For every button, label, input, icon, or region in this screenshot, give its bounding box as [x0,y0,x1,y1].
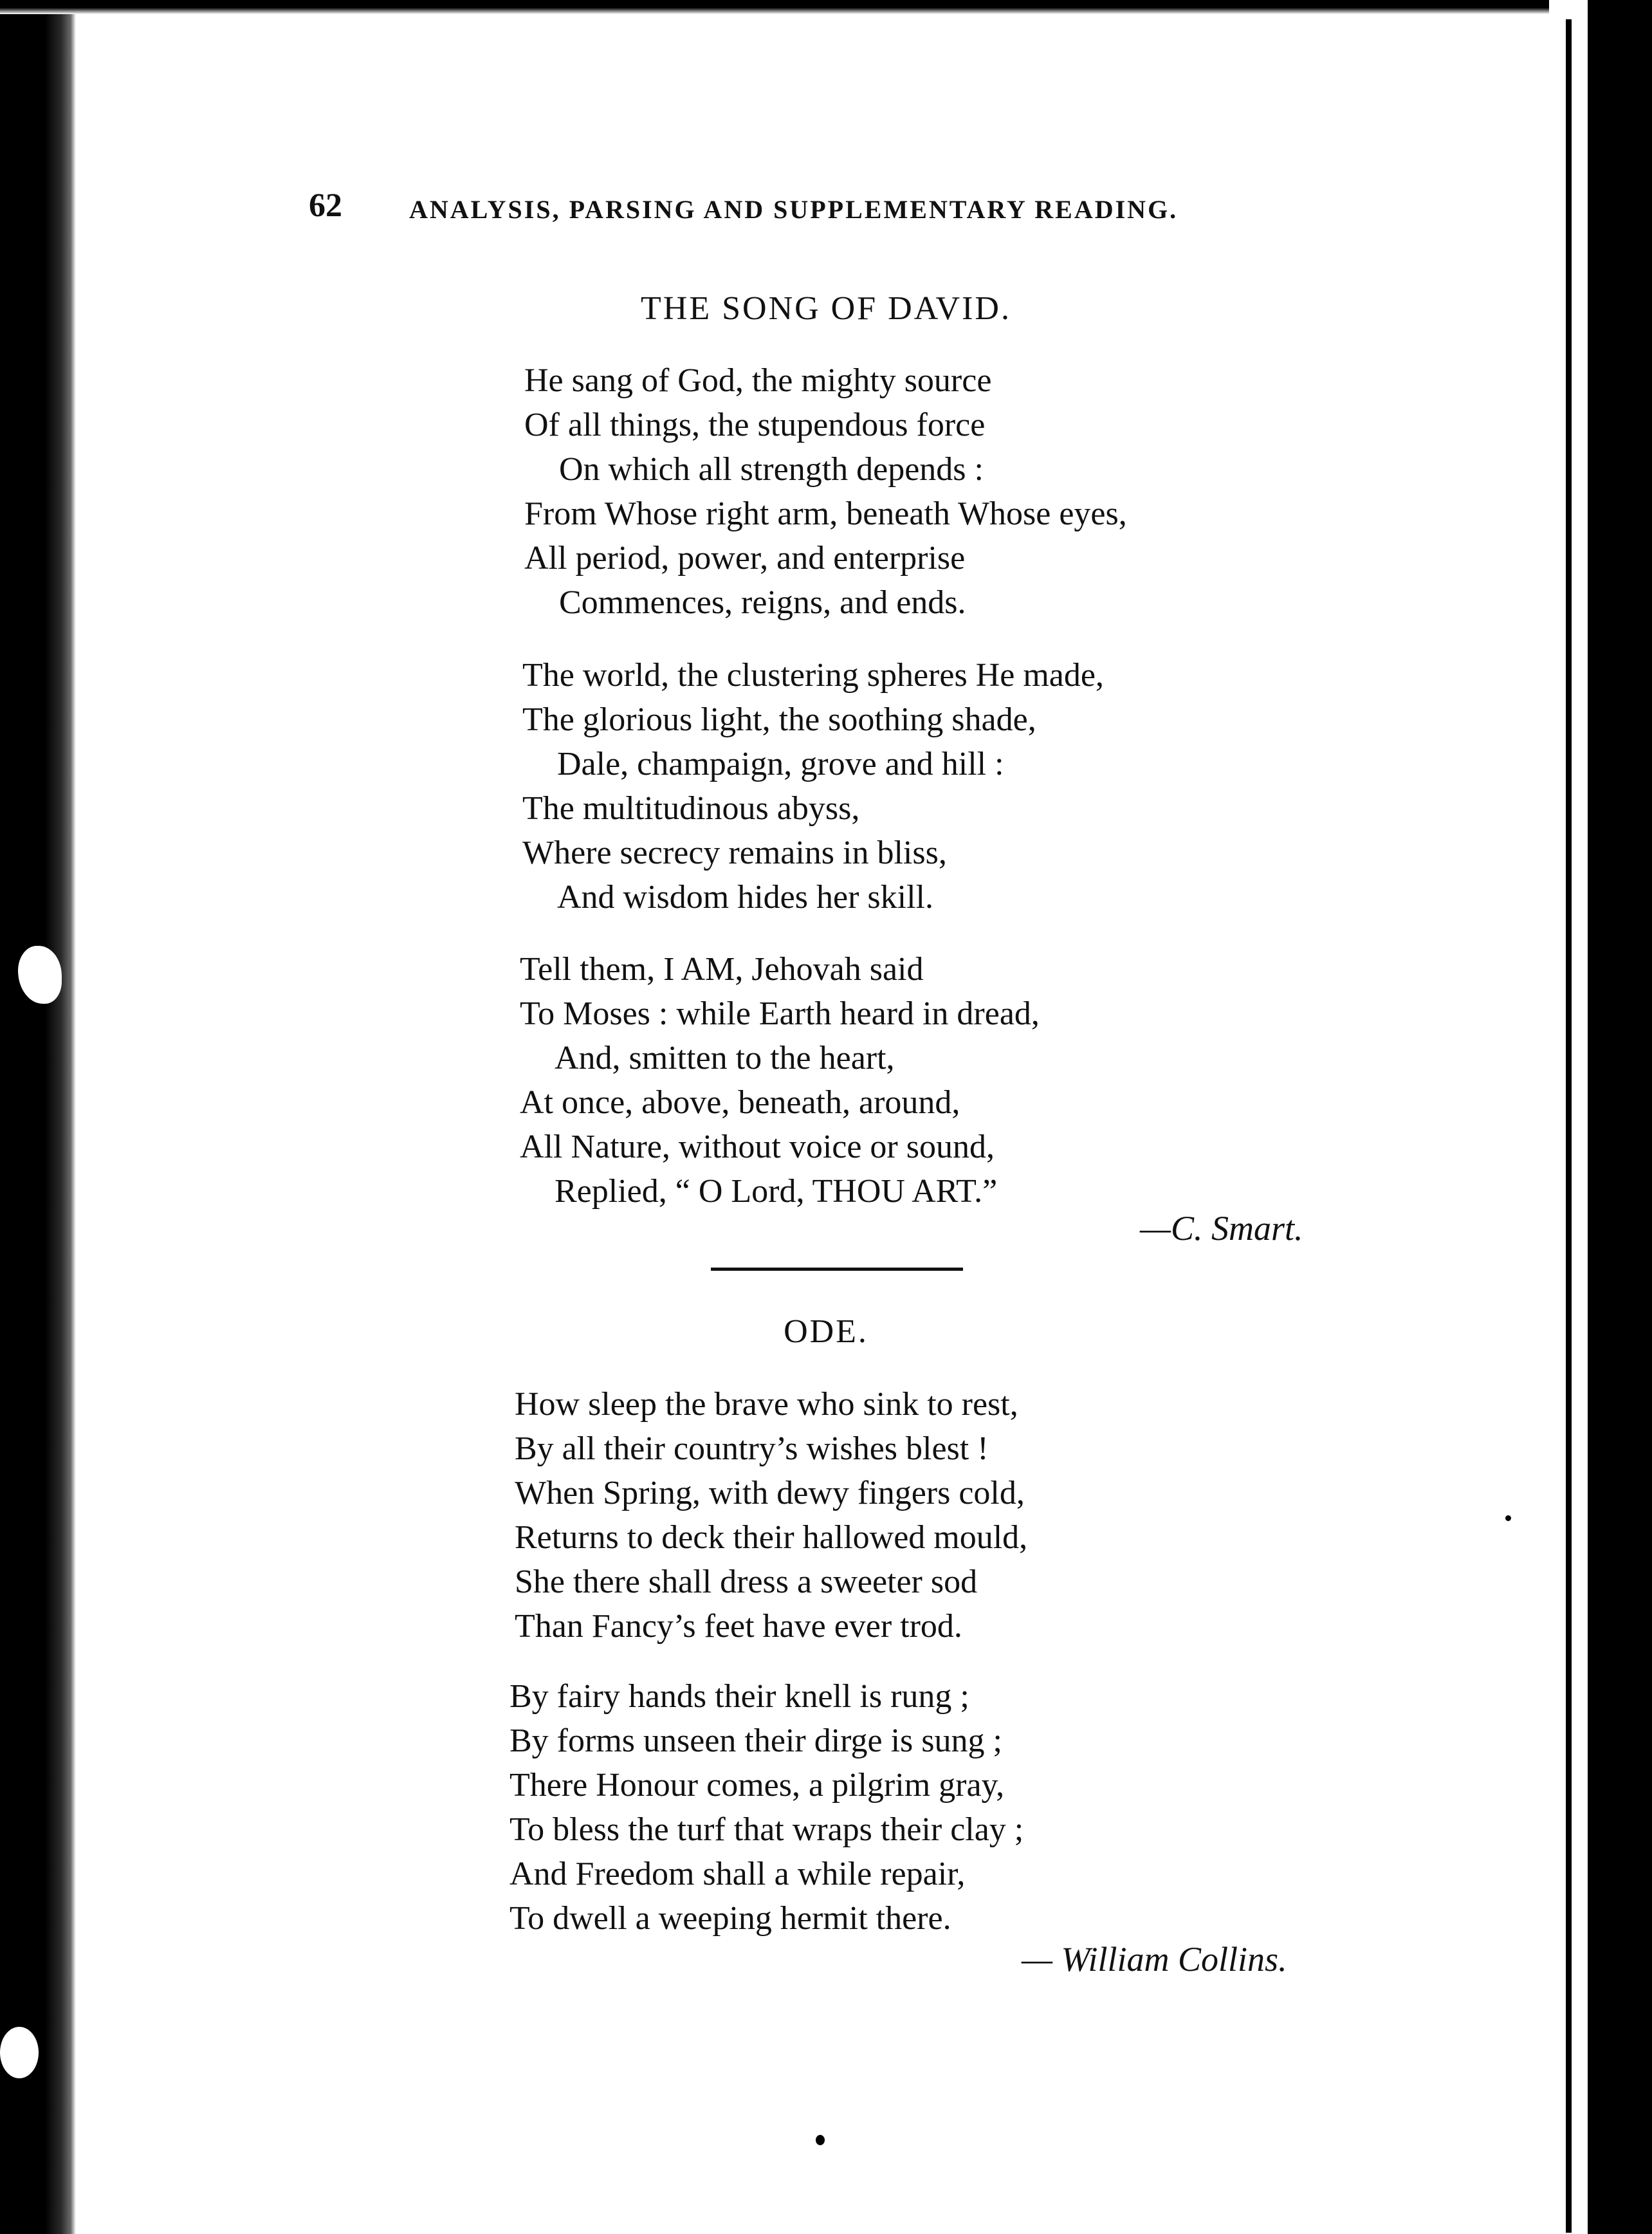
page-edge-line [1566,19,1572,2233]
poem-line: Commences, reigns, and ends. [559,584,966,621]
page-edge-fill [1588,0,1652,2234]
poem-line: Where secrecy remains in bliss, [522,835,947,871]
stanza [509,1674,1023,1941]
page-number: 62 [309,187,342,224]
poem-line: On which all strength depends : [559,451,984,488]
poem-attribution: — William Collins. [1022,1940,1287,1979]
poem-line: To Moses : while Earth heard in dread, [520,995,1040,1032]
scan-speck [1608,2056,1634,2070]
poem-title: ODE. [784,1313,868,1350]
running-header [309,187,1299,225]
poem-line: Replied, “ O Lord, THOU ART.” [555,1173,998,1210]
poem-line: How sleep the brave who sink to rest, [515,1386,1018,1423]
scan-border-left [0,0,76,2234]
section-divider [711,1268,963,1271]
poem-line: The multitudinous abyss, [522,790,860,827]
poem-line: And wisdom hides her skill. [557,879,933,916]
scan-speck [816,2135,825,2145]
poem-line: When Spring, with dewy fingers cold, [515,1475,1025,1511]
running-head-title: ANALYSIS, PARSING AND SUPPLEMENTARY READING. [409,195,1179,224]
stanza [515,1382,1027,1648]
poem-line: At once, above, beneath, around, [520,1084,960,1121]
poem-line: He sang of God, the mighty source [524,362,992,399]
poem-title: THE SONG OF DAVID. [641,290,1011,327]
poem-line: All period, power, and enterprise [524,540,966,577]
poem-line: And Freedom shall a while repair, [509,1856,966,1892]
poem-line: Tell them, I AM, Jehovah said [520,951,924,988]
scan-speck [1505,1515,1511,1521]
poem-line: Dale, champaign, grove and hill : [557,746,1004,782]
poem-line: From Whose right arm, beneath Whose eyes, [524,495,1127,532]
poem-line: Than Fancy’s feet have ever trod. [515,1608,962,1645]
poem-line: And, smitten to the heart, [555,1040,895,1076]
poem-line: To bless the turf that wraps their clay ; [509,1811,1024,1848]
stanza [520,947,1040,1214]
poem-attribution: —C. Smart. [1140,1209,1303,1248]
poem-line: All Nature, without voice or sound, [520,1129,995,1165]
scan-border-right [1549,0,1652,2234]
scan-border-top [0,0,1652,14]
poem-line: She there shall dress a sweeter sod [515,1564,978,1600]
stanza [524,358,1127,625]
poem-line: To dwell a weeping hermit there. [509,1900,951,1937]
poem-line: By all their country’s wishes blest ! [515,1430,989,1467]
poem-line: The world, the clustering spheres He made, [522,657,1104,694]
stanza [522,653,1104,919]
poem-line: Of all things, the stupendous force [524,407,986,443]
poem-line: The glorious light, the soothing shade, [522,701,1036,738]
scan-blot [0,2027,39,2078]
poem-line: By fairy hands their knell is rung ; [509,1678,969,1715]
poem-line: There Honour comes, a pilgrim gray, [509,1767,1005,1804]
poem-line: By forms unseen their dirge is sung ; [509,1722,1002,1759]
poem-line: Returns to deck their hallowed mould, [515,1519,1028,1556]
